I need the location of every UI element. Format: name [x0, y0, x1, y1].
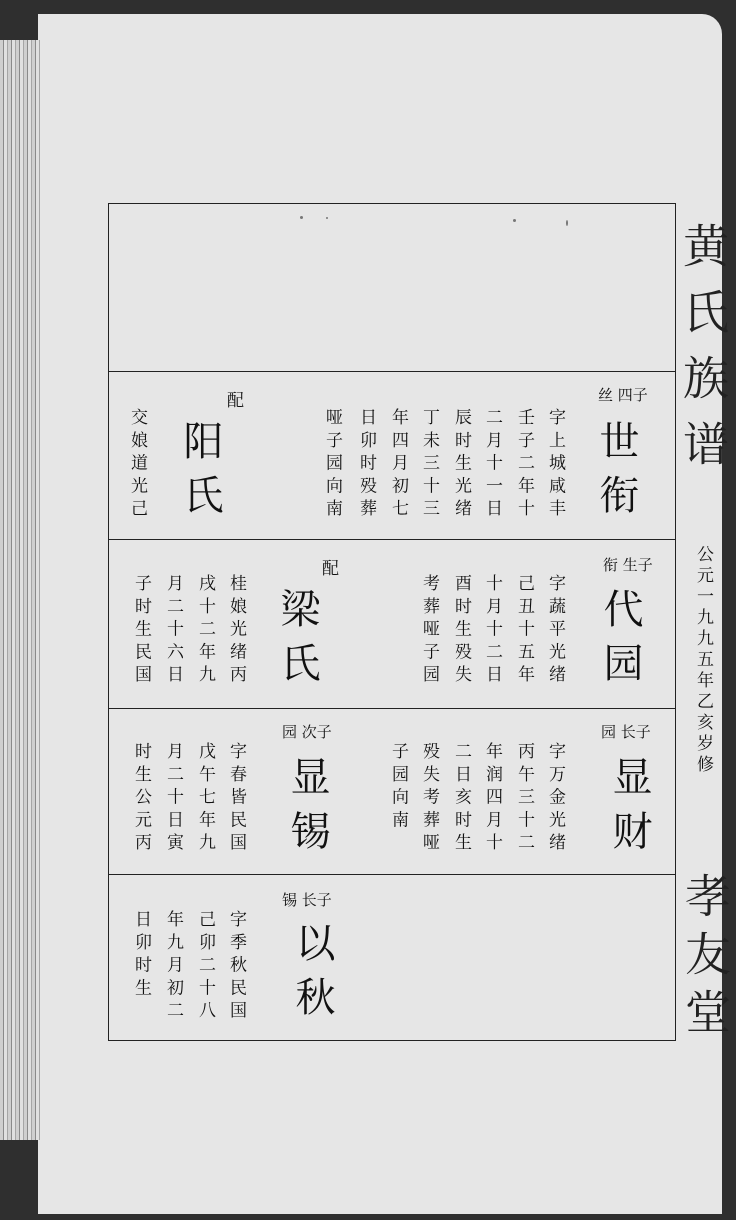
- detail-column: 十月十二日: [482, 574, 502, 688]
- person-name: 以秋: [289, 922, 335, 1030]
- detail-column: 子时生民国: [131, 574, 151, 688]
- detail-column: 字万金光绪: [545, 742, 565, 856]
- row-divider: [109, 708, 675, 709]
- detail-column: 字春皆民国: [226, 742, 246, 856]
- entry-label: 锡 长子: [282, 891, 332, 909]
- detail-column: 月二十日寅: [163, 742, 183, 856]
- row-divider: [109, 874, 675, 875]
- page-stack-edges: [0, 40, 40, 1140]
- spouse-label: 配: [227, 391, 244, 411]
- detail-column: 壬子二年十: [514, 408, 534, 522]
- row-divider: [109, 371, 675, 372]
- detail-column: 辰时生光绪: [451, 408, 471, 522]
- row-divider: [109, 539, 675, 540]
- detail-column: 二月十一日: [482, 408, 502, 522]
- detail-column: 考葬哑子园: [419, 574, 439, 688]
- detail-column: 桂娘光绪丙: [226, 574, 246, 688]
- person-name: 显锡: [284, 756, 330, 864]
- entry-label: 园 长子: [601, 723, 651, 741]
- detail-column: 戊午七年九: [195, 742, 215, 856]
- detail-column: 己卯二十八: [195, 910, 215, 1024]
- detail-column: 戌十二年九: [195, 574, 215, 688]
- genealogy-table: [108, 203, 676, 1041]
- detail-column: 年四月初七: [388, 408, 408, 522]
- detail-column: 交娘道光己: [127, 408, 147, 522]
- person-name: 世衔: [593, 420, 639, 528]
- spouse-name: 阳氏: [177, 420, 223, 528]
- detail-column: 殁失考葬哑: [419, 742, 439, 856]
- detail-column: 年九月初二: [163, 910, 183, 1024]
- detail-column: 日卯时生: [131, 910, 151, 1002]
- entry-label: 衔 生子: [603, 556, 653, 574]
- detail-column: 子园向南: [388, 742, 408, 834]
- detail-column: 己丑十五年: [514, 574, 534, 688]
- person-name: 代园: [597, 588, 643, 696]
- detail-column: 丁未三十三: [419, 408, 439, 522]
- person-name: 显财: [606, 756, 652, 864]
- detail-column: 时生公元丙: [131, 742, 151, 856]
- detail-column: 哑子园向南: [322, 408, 342, 522]
- spouse-label: 配: [322, 559, 339, 579]
- entry-label: 丝 四子: [598, 386, 648, 404]
- detail-column: 丙午三十二: [514, 742, 534, 856]
- detail-column: 年润四月十: [482, 742, 502, 856]
- detail-column: 字蔬平光绪: [545, 574, 565, 688]
- entry-label: 园 次子: [282, 723, 332, 741]
- detail-column: 日卯时殁葬: [356, 408, 376, 522]
- hall-name: 孝友堂: [678, 872, 732, 1046]
- detail-column: 二日亥时生: [451, 742, 471, 856]
- compilation-year-note: 公元一九九五年乙亥岁修: [693, 545, 713, 776]
- detail-column: 月二十六日: [163, 574, 183, 688]
- genealogy-title: 黄氏族谱: [676, 222, 730, 486]
- detail-column: 字季秋民国: [226, 910, 246, 1024]
- detail-column: 酉时生殁失: [451, 574, 471, 688]
- detail-column: 字上城咸丰: [545, 408, 565, 522]
- spouse-name: 梁氏: [274, 588, 320, 696]
